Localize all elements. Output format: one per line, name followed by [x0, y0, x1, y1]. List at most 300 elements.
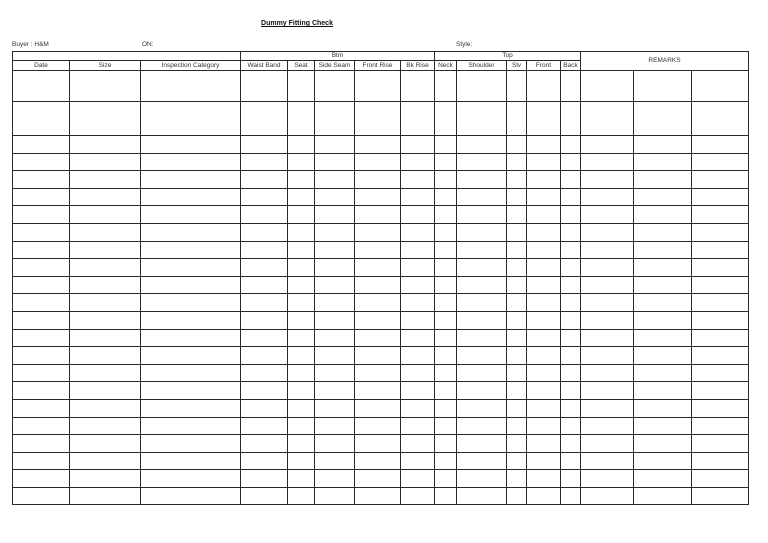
table-cell[interactable]: [315, 417, 355, 435]
table-cell[interactable]: [241, 487, 288, 505]
table-cell[interactable]: [561, 435, 581, 453]
table-cell[interactable]: [581, 347, 634, 365]
table-cell[interactable]: [561, 276, 581, 294]
table-cell[interactable]: [581, 399, 634, 417]
table-cell[interactable]: [288, 417, 315, 435]
table-cell[interactable]: [634, 399, 692, 417]
table-cell[interactable]: [634, 102, 692, 136]
table-cell[interactable]: [355, 329, 401, 347]
table-cell[interactable]: [561, 329, 581, 347]
table-cell[interactable]: [401, 399, 435, 417]
table-cell[interactable]: [315, 276, 355, 294]
table-cell[interactable]: [561, 452, 581, 470]
table-cell[interactable]: [527, 382, 561, 400]
table-cell[interactable]: [70, 259, 141, 277]
table-cell[interactable]: [692, 399, 749, 417]
table-cell[interactable]: [581, 241, 634, 259]
table-cell[interactable]: [355, 364, 401, 382]
table-cell[interactable]: [70, 294, 141, 312]
table-cell[interactable]: [435, 417, 457, 435]
table-cell[interactable]: [315, 399, 355, 417]
table-cell[interactable]: [457, 364, 507, 382]
table-cell[interactable]: [692, 294, 749, 312]
table-cell[interactable]: [527, 399, 561, 417]
table-cell[interactable]: [13, 470, 70, 488]
table-cell[interactable]: [561, 311, 581, 329]
table-cell[interactable]: [288, 311, 315, 329]
table-cell[interactable]: [70, 487, 141, 505]
table-cell[interactable]: [435, 136, 457, 154]
table-cell[interactable]: [13, 487, 70, 505]
table-cell[interactable]: [241, 294, 288, 312]
table-cell[interactable]: [692, 153, 749, 171]
table-cell[interactable]: [507, 382, 527, 400]
table-cell[interactable]: [561, 470, 581, 488]
table-cell[interactable]: [141, 311, 241, 329]
table-cell[interactable]: [141, 276, 241, 294]
table-cell[interactable]: [141, 153, 241, 171]
table-cell[interactable]: [507, 206, 527, 224]
table-cell[interactable]: [141, 347, 241, 365]
table-cell[interactable]: [581, 153, 634, 171]
table-cell[interactable]: [141, 206, 241, 224]
table-cell[interactable]: [435, 259, 457, 277]
table-cell[interactable]: [241, 171, 288, 189]
table-cell[interactable]: [141, 382, 241, 400]
table-cell[interactable]: [141, 136, 241, 154]
table-cell[interactable]: [288, 71, 315, 102]
table-cell[interactable]: [457, 347, 507, 365]
table-cell[interactable]: [527, 347, 561, 365]
table-cell[interactable]: [457, 206, 507, 224]
table-cell[interactable]: [70, 171, 141, 189]
table-cell[interactable]: [457, 452, 507, 470]
table-cell[interactable]: [288, 452, 315, 470]
table-cell[interactable]: [241, 71, 288, 102]
table-cell[interactable]: [561, 347, 581, 365]
table-cell[interactable]: [581, 294, 634, 312]
table-cell[interactable]: [241, 470, 288, 488]
table-cell[interactable]: [527, 259, 561, 277]
table-cell[interactable]: [13, 399, 70, 417]
table-cell[interactable]: [692, 259, 749, 277]
table-cell[interactable]: [288, 347, 315, 365]
table-cell[interactable]: [561, 259, 581, 277]
table-cell[interactable]: [141, 294, 241, 312]
table-cell[interactable]: [401, 435, 435, 453]
table-cell[interactable]: [315, 347, 355, 365]
table-cell[interactable]: [457, 259, 507, 277]
table-cell[interactable]: [527, 223, 561, 241]
table-cell[interactable]: [141, 71, 241, 102]
table-cell[interactable]: [13, 382, 70, 400]
table-cell[interactable]: [435, 435, 457, 453]
table-cell[interactable]: [435, 171, 457, 189]
table-cell[interactable]: [634, 171, 692, 189]
table-cell[interactable]: [527, 71, 561, 102]
table-cell[interactable]: [581, 276, 634, 294]
table-cell[interactable]: [315, 171, 355, 189]
table-cell[interactable]: [435, 71, 457, 102]
table-cell[interactable]: [70, 241, 141, 259]
table-cell[interactable]: [527, 188, 561, 206]
table-cell[interactable]: [527, 294, 561, 312]
table-cell[interactable]: [241, 329, 288, 347]
table-cell[interactable]: [507, 487, 527, 505]
table-cell[interactable]: [355, 223, 401, 241]
table-cell[interactable]: [13, 311, 70, 329]
table-cell[interactable]: [507, 276, 527, 294]
table-cell[interactable]: [435, 364, 457, 382]
table-cell[interactable]: [527, 136, 561, 154]
table-cell[interactable]: [561, 487, 581, 505]
table-cell[interactable]: [355, 487, 401, 505]
table-cell[interactable]: [435, 206, 457, 224]
table-cell[interactable]: [581, 487, 634, 505]
table-cell[interactable]: [634, 364, 692, 382]
table-cell[interactable]: [70, 153, 141, 171]
table-cell[interactable]: [507, 259, 527, 277]
table-cell[interactable]: [581, 206, 634, 224]
table-cell[interactable]: [401, 223, 435, 241]
table-cell[interactable]: [507, 171, 527, 189]
table-cell[interactable]: [355, 259, 401, 277]
table-cell[interactable]: [634, 487, 692, 505]
table-cell[interactable]: [401, 71, 435, 102]
table-cell[interactable]: [315, 241, 355, 259]
table-cell[interactable]: [70, 329, 141, 347]
table-cell[interactable]: [401, 136, 435, 154]
table-cell[interactable]: [355, 470, 401, 488]
table-cell[interactable]: [457, 276, 507, 294]
table-cell[interactable]: [634, 470, 692, 488]
table-cell[interactable]: [435, 102, 457, 136]
table-cell[interactable]: [561, 153, 581, 171]
table-cell[interactable]: [457, 188, 507, 206]
table-cell[interactable]: [634, 311, 692, 329]
table-cell[interactable]: [355, 171, 401, 189]
table-cell[interactable]: [457, 417, 507, 435]
table-cell[interactable]: [315, 223, 355, 241]
table-cell[interactable]: [634, 347, 692, 365]
table-cell[interactable]: [581, 136, 634, 154]
table-cell[interactable]: [355, 435, 401, 453]
table-cell[interactable]: [457, 102, 507, 136]
table-cell[interactable]: [507, 136, 527, 154]
table-cell[interactable]: [241, 347, 288, 365]
table-cell[interactable]: [401, 470, 435, 488]
table-cell[interactable]: [315, 364, 355, 382]
table-cell[interactable]: [315, 487, 355, 505]
table-cell[interactable]: [288, 136, 315, 154]
table-cell[interactable]: [241, 188, 288, 206]
table-cell[interactable]: [70, 417, 141, 435]
table-cell[interactable]: [692, 329, 749, 347]
table-cell[interactable]: [527, 487, 561, 505]
table-cell[interactable]: [692, 470, 749, 488]
table-cell[interactable]: [457, 223, 507, 241]
table-cell[interactable]: [241, 364, 288, 382]
table-cell[interactable]: [435, 470, 457, 488]
table-cell[interactable]: [561, 188, 581, 206]
table-cell[interactable]: [70, 276, 141, 294]
table-cell[interactable]: [634, 241, 692, 259]
table-cell[interactable]: [355, 153, 401, 171]
table-cell[interactable]: [457, 470, 507, 488]
table-cell[interactable]: [692, 136, 749, 154]
table-cell[interactable]: [401, 206, 435, 224]
table-cell[interactable]: [692, 223, 749, 241]
table-cell[interactable]: [401, 153, 435, 171]
table-cell[interactable]: [13, 417, 70, 435]
table-cell[interactable]: [634, 329, 692, 347]
table-cell[interactable]: [241, 136, 288, 154]
table-cell[interactable]: [355, 136, 401, 154]
table-cell[interactable]: [435, 452, 457, 470]
table-cell[interactable]: [355, 276, 401, 294]
table-cell[interactable]: [692, 435, 749, 453]
table-cell[interactable]: [527, 470, 561, 488]
table-cell[interactable]: [634, 71, 692, 102]
table-cell[interactable]: [141, 241, 241, 259]
table-cell[interactable]: [70, 188, 141, 206]
table-cell[interactable]: [692, 241, 749, 259]
table-cell[interactable]: [70, 136, 141, 154]
table-cell[interactable]: [634, 294, 692, 312]
table-cell[interactable]: [70, 452, 141, 470]
table-cell[interactable]: [13, 347, 70, 365]
table-cell[interactable]: [141, 188, 241, 206]
table-cell[interactable]: [355, 399, 401, 417]
table-cell[interactable]: [435, 399, 457, 417]
table-cell[interactable]: [634, 417, 692, 435]
table-cell[interactable]: [241, 153, 288, 171]
table-cell[interactable]: [435, 347, 457, 365]
table-cell[interactable]: [288, 188, 315, 206]
table-cell[interactable]: [692, 71, 749, 102]
table-cell[interactable]: [692, 364, 749, 382]
table-cell[interactable]: [527, 153, 561, 171]
table-cell[interactable]: [507, 153, 527, 171]
table-cell[interactable]: [355, 102, 401, 136]
table-cell[interactable]: [13, 294, 70, 312]
table-cell[interactable]: [401, 102, 435, 136]
table-cell[interactable]: [70, 223, 141, 241]
table-cell[interactable]: [581, 171, 634, 189]
table-cell[interactable]: [692, 188, 749, 206]
table-cell[interactable]: [401, 347, 435, 365]
table-cell[interactable]: [288, 470, 315, 488]
table-cell[interactable]: [457, 399, 507, 417]
table-cell[interactable]: [355, 311, 401, 329]
table-cell[interactable]: [241, 417, 288, 435]
table-cell[interactable]: [507, 417, 527, 435]
table-cell[interactable]: [692, 171, 749, 189]
table-cell[interactable]: [13, 206, 70, 224]
table-cell[interactable]: [435, 153, 457, 171]
table-cell[interactable]: [141, 171, 241, 189]
table-cell[interactable]: [527, 364, 561, 382]
table-cell[interactable]: [457, 487, 507, 505]
table-cell[interactable]: [315, 435, 355, 453]
table-cell[interactable]: [13, 259, 70, 277]
table-cell[interactable]: [13, 136, 70, 154]
table-cell[interactable]: [241, 435, 288, 453]
table-cell[interactable]: [507, 470, 527, 488]
table-cell[interactable]: [581, 259, 634, 277]
table-cell[interactable]: [288, 294, 315, 312]
table-cell[interactable]: [70, 347, 141, 365]
table-cell[interactable]: [561, 364, 581, 382]
table-cell[interactable]: [241, 382, 288, 400]
table-cell[interactable]: [13, 329, 70, 347]
table-cell[interactable]: [457, 329, 507, 347]
table-cell[interactable]: [561, 71, 581, 102]
table-cell[interactable]: [507, 311, 527, 329]
table-cell[interactable]: [435, 188, 457, 206]
table-cell[interactable]: [634, 452, 692, 470]
table-cell[interactable]: [315, 311, 355, 329]
table-cell[interactable]: [141, 487, 241, 505]
table-cell[interactable]: [288, 329, 315, 347]
table-cell[interactable]: [692, 487, 749, 505]
table-cell[interactable]: [435, 329, 457, 347]
table-cell[interactable]: [435, 241, 457, 259]
table-cell[interactable]: [692, 311, 749, 329]
table-cell[interactable]: [527, 206, 561, 224]
table-cell[interactable]: [315, 294, 355, 312]
table-cell[interactable]: [507, 223, 527, 241]
table-cell[interactable]: [70, 382, 141, 400]
table-cell[interactable]: [355, 382, 401, 400]
table-cell[interactable]: [581, 435, 634, 453]
table-cell[interactable]: [315, 136, 355, 154]
table-cell[interactable]: [288, 276, 315, 294]
table-cell[interactable]: [435, 487, 457, 505]
table-cell[interactable]: [401, 364, 435, 382]
table-cell[interactable]: [355, 71, 401, 102]
table-cell[interactable]: [507, 435, 527, 453]
table-cell[interactable]: [527, 435, 561, 453]
table-cell[interactable]: [315, 470, 355, 488]
table-cell[interactable]: [435, 382, 457, 400]
table-cell[interactable]: [13, 171, 70, 189]
table-cell[interactable]: [457, 311, 507, 329]
table-cell[interactable]: [70, 470, 141, 488]
table-cell[interactable]: [241, 223, 288, 241]
table-cell[interactable]: [70, 399, 141, 417]
table-cell[interactable]: [581, 329, 634, 347]
table-cell[interactable]: [13, 276, 70, 294]
table-cell[interactable]: [401, 329, 435, 347]
table-cell[interactable]: [457, 153, 507, 171]
table-cell[interactable]: [355, 347, 401, 365]
table-cell[interactable]: [70, 71, 141, 102]
table-cell[interactable]: [561, 136, 581, 154]
table-cell[interactable]: [355, 452, 401, 470]
table-cell[interactable]: [241, 102, 288, 136]
table-cell[interactable]: [581, 470, 634, 488]
table-cell[interactable]: [507, 364, 527, 382]
table-cell[interactable]: [355, 206, 401, 224]
table-cell[interactable]: [507, 452, 527, 470]
table-cell[interactable]: [507, 71, 527, 102]
table-cell[interactable]: [315, 102, 355, 136]
table-cell[interactable]: [241, 259, 288, 277]
table-cell[interactable]: [527, 241, 561, 259]
table-cell[interactable]: [561, 382, 581, 400]
table-cell[interactable]: [355, 188, 401, 206]
table-cell[interactable]: [435, 223, 457, 241]
table-cell[interactable]: [581, 417, 634, 435]
table-cell[interactable]: [141, 470, 241, 488]
table-cell[interactable]: [288, 171, 315, 189]
table-cell[interactable]: [507, 102, 527, 136]
table-cell[interactable]: [692, 276, 749, 294]
table-cell[interactable]: [70, 206, 141, 224]
table-cell[interactable]: [401, 452, 435, 470]
table-cell[interactable]: [561, 241, 581, 259]
table-cell[interactable]: [401, 241, 435, 259]
table-cell[interactable]: [581, 223, 634, 241]
table-cell[interactable]: [315, 259, 355, 277]
table-cell[interactable]: [241, 452, 288, 470]
table-cell[interactable]: [561, 417, 581, 435]
table-cell[interactable]: [435, 311, 457, 329]
table-cell[interactable]: [507, 399, 527, 417]
table-cell[interactable]: [288, 223, 315, 241]
table-cell[interactable]: [288, 435, 315, 453]
table-cell[interactable]: [527, 311, 561, 329]
table-cell[interactable]: [435, 294, 457, 312]
table-cell[interactable]: [692, 417, 749, 435]
table-cell[interactable]: [527, 276, 561, 294]
table-cell[interactable]: [141, 417, 241, 435]
table-cell[interactable]: [457, 382, 507, 400]
table-cell[interactable]: [241, 311, 288, 329]
table-cell[interactable]: [561, 206, 581, 224]
table-cell[interactable]: [634, 276, 692, 294]
table-cell[interactable]: [401, 276, 435, 294]
table-cell[interactable]: [527, 171, 561, 189]
table-cell[interactable]: [634, 206, 692, 224]
table-cell[interactable]: [70, 102, 141, 136]
table-cell[interactable]: [634, 435, 692, 453]
table-cell[interactable]: [581, 188, 634, 206]
table-cell[interactable]: [141, 329, 241, 347]
table-cell[interactable]: [507, 294, 527, 312]
table-cell[interactable]: [315, 382, 355, 400]
table-cell[interactable]: [561, 294, 581, 312]
table-cell[interactable]: [401, 382, 435, 400]
table-cell[interactable]: [355, 417, 401, 435]
table-cell[interactable]: [634, 188, 692, 206]
table-cell[interactable]: [315, 329, 355, 347]
table-cell[interactable]: [241, 241, 288, 259]
table-cell[interactable]: [13, 223, 70, 241]
table-cell[interactable]: [634, 259, 692, 277]
table-cell[interactable]: [288, 399, 315, 417]
table-cell[interactable]: [401, 417, 435, 435]
table-cell[interactable]: [401, 311, 435, 329]
table-cell[interactable]: [507, 241, 527, 259]
table-cell[interactable]: [634, 382, 692, 400]
table-cell[interactable]: [634, 223, 692, 241]
table-cell[interactable]: [561, 399, 581, 417]
table-cell[interactable]: [141, 102, 241, 136]
table-cell[interactable]: [692, 102, 749, 136]
table-cell[interactable]: [581, 311, 634, 329]
